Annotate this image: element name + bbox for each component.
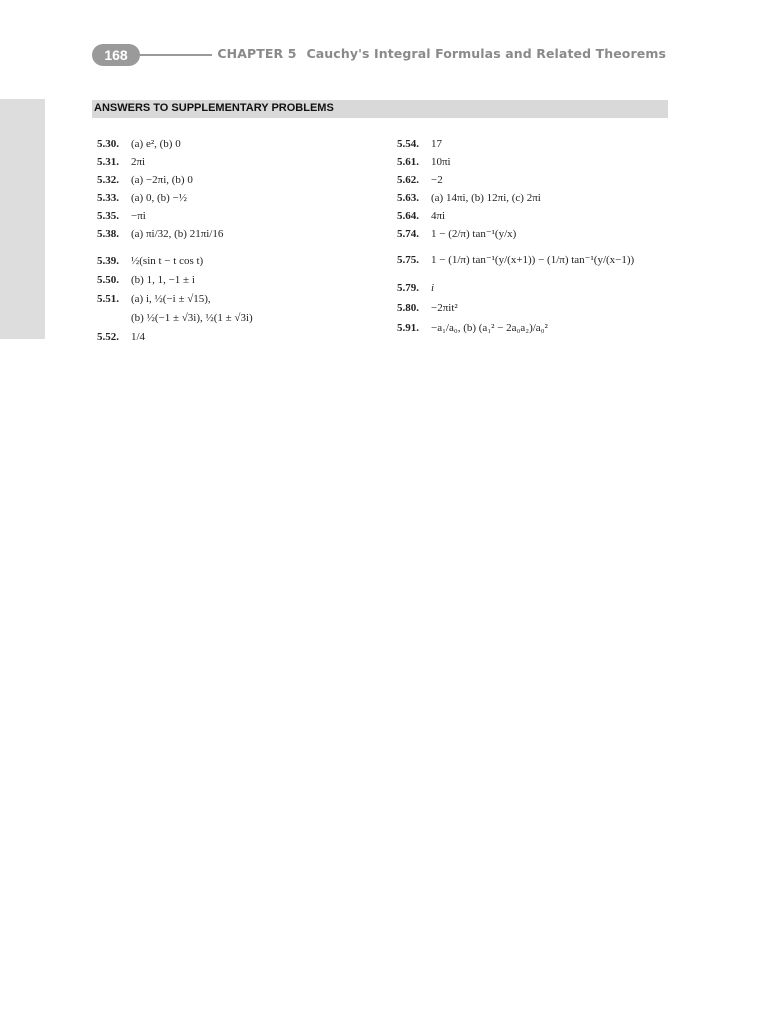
answer-row: 5.33. (a) 0, (b) −½ [97,192,187,204]
answer-row: 5.38. (a) πi/32, (b) 21πi/16 [97,228,224,240]
answer-row: 5.50. (b) 1, 1, −1 ± i [97,274,195,286]
answer-row: 5.39. ½(sin t − t cos t) [97,255,204,267]
answer-row: 5.54. 17 [397,138,442,150]
section-title: ANSWERS TO SUPPLEMENTARY PROBLEMS [94,102,334,114]
answer-row: 5.80. −2πit² [397,302,458,314]
answer-row: 5.75. 1 − (1/π) tan⁻¹(y/(x+1)) − (1/π) tan⁻¹(y/(x−1)) [397,254,635,266]
section-heading-bar [92,100,668,118]
side-thumb-tab [0,99,45,339]
answer-row: 5.35. −πi [97,210,146,222]
answer-row: 5.91. −a₁/a₀, (b) (a₁² − 2a₀a₂)/a₀² [397,322,548,334]
answer-row: 5.30. (a) e², (b) 0 [97,138,181,150]
header-rule [138,54,212,56]
answer-row: 5.74. 1 − (2/π) tan⁻¹(y/x) [397,228,517,240]
chapter-title: Cauchy's Integral Formulas and Related Theorems [306,46,666,61]
page-number-badge: 168 [92,44,140,66]
answer-row: 5.31. 2πi [97,156,146,168]
answer-row: 5.61. 10πi [397,156,451,168]
answer-row: 5.63. (a) 14πi, (b) 12πi, (c) 2πi [397,192,541,204]
answer-row: 5.79. i [397,282,435,294]
running-header [217,46,666,61]
answer-row: 5.51. (a) i, ½(−i ± √15), [97,293,211,305]
answer-row: 5.32. (a) −2πi, (b) 0 [97,174,193,186]
answer-row: (b) ½(−1 ± √3i), ½(1 ± √3i) [131,312,253,324]
answer-row: 5.64. 4πi [397,210,446,222]
answer-row: 5.62. −2 [397,174,443,186]
answer-row: 5.52. 1/4 [97,331,146,343]
chapter-label: CHAPTER 5 [217,46,297,61]
